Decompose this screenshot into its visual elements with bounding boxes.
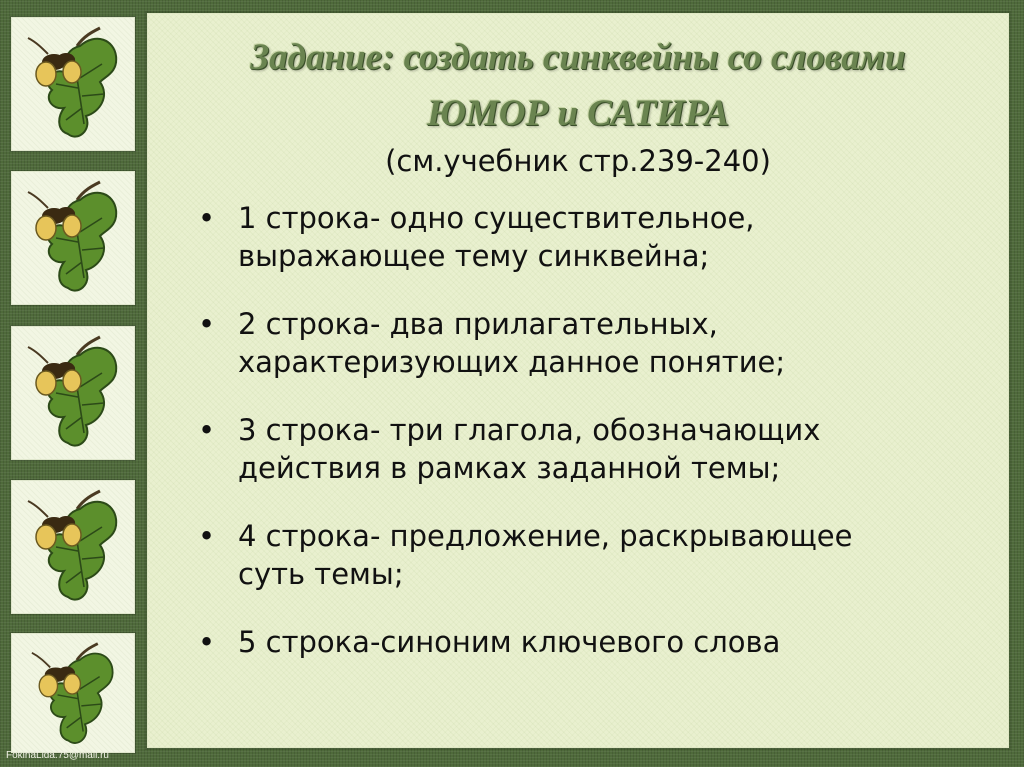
- oak-leaf-acorn-icon: [22, 333, 126, 451]
- decor-tile: [11, 171, 135, 305]
- list-item-line: характеризующих данное понятие;: [238, 345, 786, 379]
- list-item: [198, 305, 998, 381]
- bullet: •: [198, 519, 216, 553]
- oak-leaf-acorn-icon: [22, 640, 126, 748]
- instructions-list: [198, 199, 998, 691]
- slide-subtitle: (см.учебник стр.239-240): [385, 144, 771, 178]
- oak-leaf-acorn-icon: [22, 487, 126, 605]
- decor-tile: [11, 17, 135, 151]
- decor-tile: [11, 480, 135, 614]
- list-item-line: суть темы;: [238, 557, 404, 591]
- decor-tile: [11, 633, 135, 753]
- oak-leaf-acorn-icon: [22, 178, 126, 296]
- slide-title-line1: Задание: создать синквейны со словами: [250, 37, 906, 78]
- watermark: FokinaLida.75@mail.ru: [6, 750, 109, 761]
- bullet: •: [198, 307, 216, 341]
- list-item-line: выражающее тему синквейна;: [238, 239, 710, 273]
- list-item: [198, 517, 998, 593]
- bullet: •: [198, 625, 216, 659]
- list-item-line: 2 строка- два прилагательных,: [238, 307, 718, 341]
- list-item-line: 3 строка- три глагола, обозначающих: [238, 413, 821, 447]
- slide-title-line2: ЮМОР и САТИРА: [426, 93, 730, 134]
- list-item-line: 1 строка- одно существительное,: [238, 201, 755, 235]
- slide-panel: [147, 13, 1009, 748]
- list-item: [198, 411, 998, 487]
- bullet: •: [198, 413, 216, 447]
- list-item-line: 4 строка- предложение, раскрывающее: [238, 519, 853, 553]
- bullet: •: [198, 201, 216, 235]
- list-item: [198, 199, 998, 275]
- oak-leaf-acorn-icon: [22, 24, 126, 142]
- list-item: [198, 623, 998, 661]
- decor-tile: [11, 326, 135, 460]
- list-item-line: 5 строка-синоним ключевого слова: [238, 625, 781, 659]
- list-item-line: действия в рамках заданной темы;: [238, 451, 781, 485]
